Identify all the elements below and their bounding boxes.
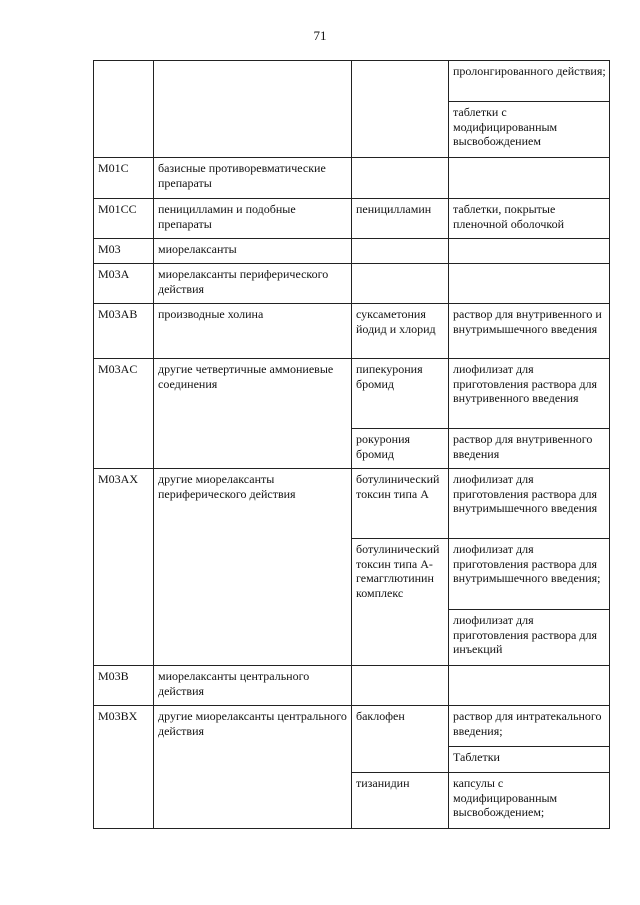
table-row <box>94 666 610 706</box>
group-name-cell: миорелаксанты центрального действия <box>154 666 352 706</box>
atc-code-cell: M01CC <box>94 199 154 239</box>
dosage-form-cell: таблетки с модифицированным высвобождением <box>449 102 610 158</box>
dosage-form-cell: лиофилизат для приготовления раствора для внутривенного введения <box>449 359 610 429</box>
drug-name-cell: рокурония бромид <box>352 429 449 469</box>
dosage-form-cell: таблетки, покрытые пленочной оболочкой <box>449 199 610 239</box>
table-row <box>94 706 610 747</box>
table-row <box>94 199 610 239</box>
atc-code-cell: M03 <box>94 239 154 264</box>
drug-name-cell <box>352 61 449 158</box>
dosage-form-cell: раствор для интратекального введения; <box>449 706 610 747</box>
atc-code-cell <box>94 61 154 158</box>
dosage-form-cell <box>449 158 610 199</box>
atc-code-cell: M03AB <box>94 304 154 359</box>
page-number: 71 <box>313 28 327 43</box>
atc-code-cell: M03A <box>94 264 154 304</box>
dosage-form-cell <box>449 666 610 706</box>
group-name-cell: пеницилламин и подобные препараты <box>154 199 352 239</box>
drug-name-cell: суксаметония йодид и хлорид <box>352 304 449 359</box>
table-row <box>94 264 610 304</box>
dosage-form-cell: раствор для внутривенного введения <box>449 429 610 469</box>
table-row <box>94 469 610 539</box>
atc-code-cell: M01C <box>94 158 154 199</box>
dosage-form-cell: лиофилизат для приготовления раствора для инъекций <box>449 610 610 666</box>
drug-name-cell: баклофен <box>352 706 449 773</box>
group-name-cell: миорелаксанты <box>154 239 352 264</box>
group-name-cell: другие миорелаксанты периферического действия <box>154 469 352 666</box>
table-row <box>94 158 610 199</box>
drug-name-cell <box>352 666 449 706</box>
atc-code-cell: M03BX <box>94 706 154 829</box>
drug-name-cell <box>352 158 449 199</box>
table-row <box>94 61 610 102</box>
table-row <box>94 239 610 264</box>
drug-name-cell: пипекурония бромид <box>352 359 449 429</box>
drug-name-cell <box>352 239 449 264</box>
drug-name-cell: тизанидин <box>352 773 449 829</box>
drug-name-cell <box>352 264 449 304</box>
table-row <box>94 304 610 359</box>
dosage-form-cell: капсулы с модифицированным высвобождением; <box>449 773 610 829</box>
dosage-form-cell: пролонгированного действия; <box>449 61 610 102</box>
drug-table <box>93 60 610 829</box>
group-name-cell: производные холина <box>154 304 352 359</box>
drug-name-cell: пеницилламин <box>352 199 449 239</box>
group-name-cell <box>154 61 352 158</box>
drug-name-cell: ботулинический токсин типа А <box>352 469 449 539</box>
drug-name-cell: ботулинический токсин типа А-гемагглютинин комплекс <box>352 539 449 666</box>
dosage-form-cell: раствор для внутривенного и внутримышечного введения <box>449 304 610 359</box>
atc-code-cell: M03AX <box>94 469 154 666</box>
group-name-cell: другие миорелаксанты центрального действия <box>154 706 352 829</box>
dosage-form-cell: лиофилизат для приготовления раствора для внутримышечного введения; <box>449 539 610 610</box>
group-name-cell: миорелаксанты периферического действия <box>154 264 352 304</box>
atc-code-cell: M03AC <box>94 359 154 469</box>
table-row <box>94 359 610 429</box>
dosage-form-cell <box>449 239 610 264</box>
dosage-form-cell: Таблетки <box>449 747 610 773</box>
group-name-cell: другие четвертичные аммониевые соединения <box>154 359 352 469</box>
group-name-cell: базисные противоревматические препараты <box>154 158 352 199</box>
dosage-form-cell <box>449 264 610 304</box>
atc-code-cell: M03B <box>94 666 154 706</box>
dosage-form-cell: лиофилизат для приготовления раствора для внутримышечного введения <box>449 469 610 539</box>
